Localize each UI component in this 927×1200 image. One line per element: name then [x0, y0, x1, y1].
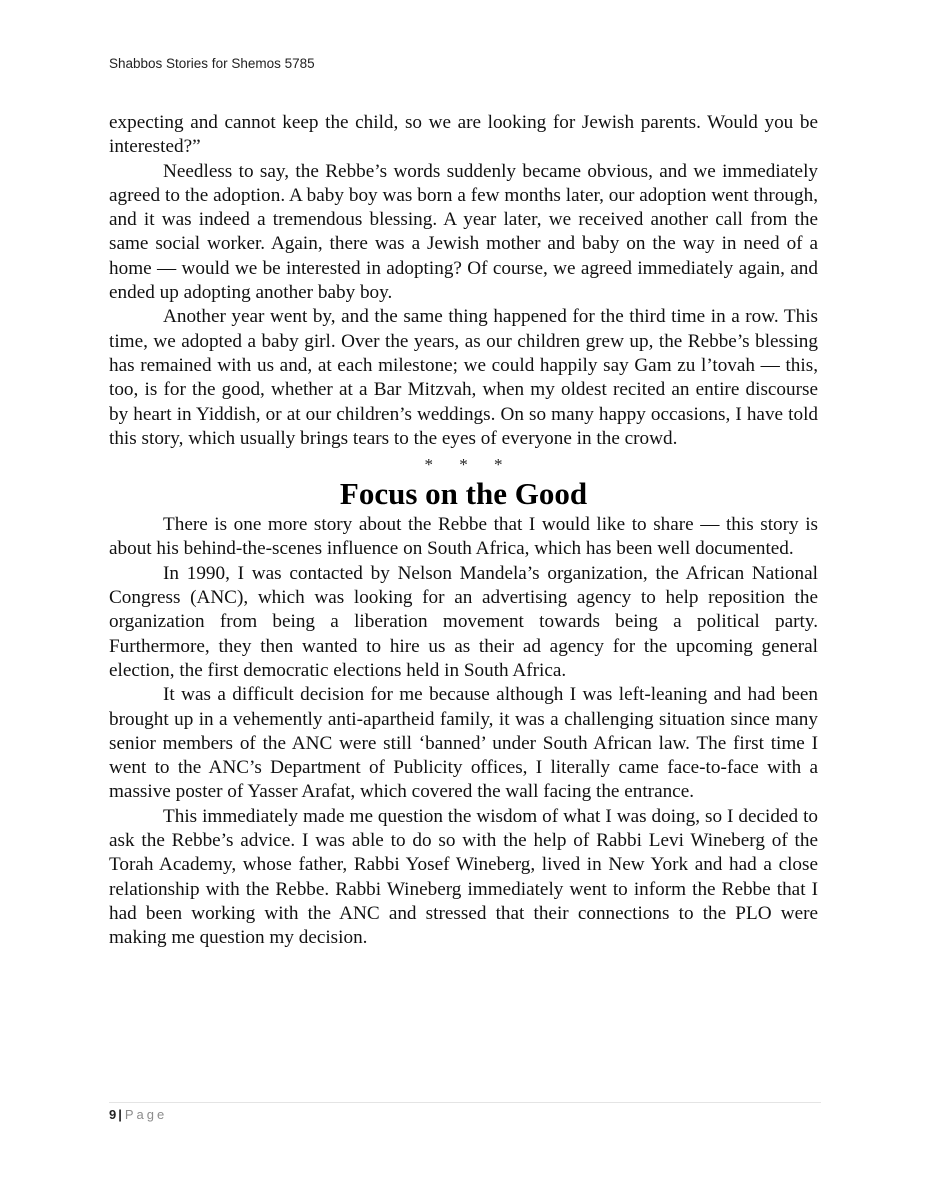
running-header: Shabbos Stories for Shemos 5785: [109, 56, 315, 71]
footer-separator: |: [118, 1107, 122, 1122]
paragraph: There is one more story about the Rebbe that I would like to share — this story is about his behind-the-scenes influence on South Africa, which has been well documented.: [109, 514, 818, 560]
section-separator: * * *: [424, 455, 503, 475]
page-label: Page: [124, 1107, 168, 1122]
footer-divider: [109, 1102, 821, 1103]
body-text: [109, 111, 818, 951]
paragraph: In 1990, I was contacted by Nelson Mandela’s organization, the African National Congress (ANC), which was looking for an advertising agency to help reposition the organization from being a liberation movement towards being a political party. Furthermore, they then wanted to hire us as their ad agency for the upcoming general election, the first democratic elections held in South Africa.: [109, 562, 818, 681]
paragraph-continuation: expecting and cannot keep the child, so we are looking for Jewish parents. Would you be interested?”: [109, 112, 818, 158]
paragraph: It was a difficult decision for me because although I was left-leaning and had been brought up in a vehemently anti-apartheid family, it was a challenging situation since many senior members of the ANC were still ‘banned’ under South African law. The first time I went to the ANC’s Department of Publicity offices, I literally came face-to-face with a massive poster of Yasser Arafat, which covered the wall facing the entrance.: [109, 684, 818, 803]
page-number: 9: [109, 1107, 117, 1122]
paragraph: This immediately made me question the wisdom of what I was doing, so I decided to ask the Rebbe’s advice. I was able to do so with the help of Rabbi Levi Wineberg of the Torah Academy, whose father, Rabbi Yosef Wineberg, lived in New York and had a close relationship with the Rebbe. Rabbi Wineberg immediately went to inform the Rebbe that I had been working with the ANC and stressed that their connections to the PLO were making me question my decision.: [109, 805, 818, 949]
paragraph: Needless to say, the Rebbe’s words suddenly became obvious, and we immediately agreed to the adoption. A baby boy was born a few months later, our adoption went through, and it was indeed a tremendous blessing. A year later, we received another call from the same social worker. Again, there was a Jewish mother and baby on the way in need of a home — would we be interested in adopting? Of course, we agreed immediately again, and ended up adopting another baby boy.: [109, 160, 818, 304]
section-heading: Focus on the Good: [339, 476, 588, 512]
paragraph: Another year went by, and the same thing happened for the third time in a row. This time, we adopted a baby girl. Over the years, as our children grew up, the Rebbe’s blessing has remained with us and, at each milestone; we could happily say Gam zu l’tovah — this, too, is for the good, whether at a Bar Mitzvah, when my oldest recited an entire discourse by heart in Yiddish, or at our children’s weddings. On so many happy occasions, I have told this story, which usually brings tears to the eyes of everyone in the crowd.: [109, 306, 818, 449]
page-footer: [109, 1107, 167, 1122]
